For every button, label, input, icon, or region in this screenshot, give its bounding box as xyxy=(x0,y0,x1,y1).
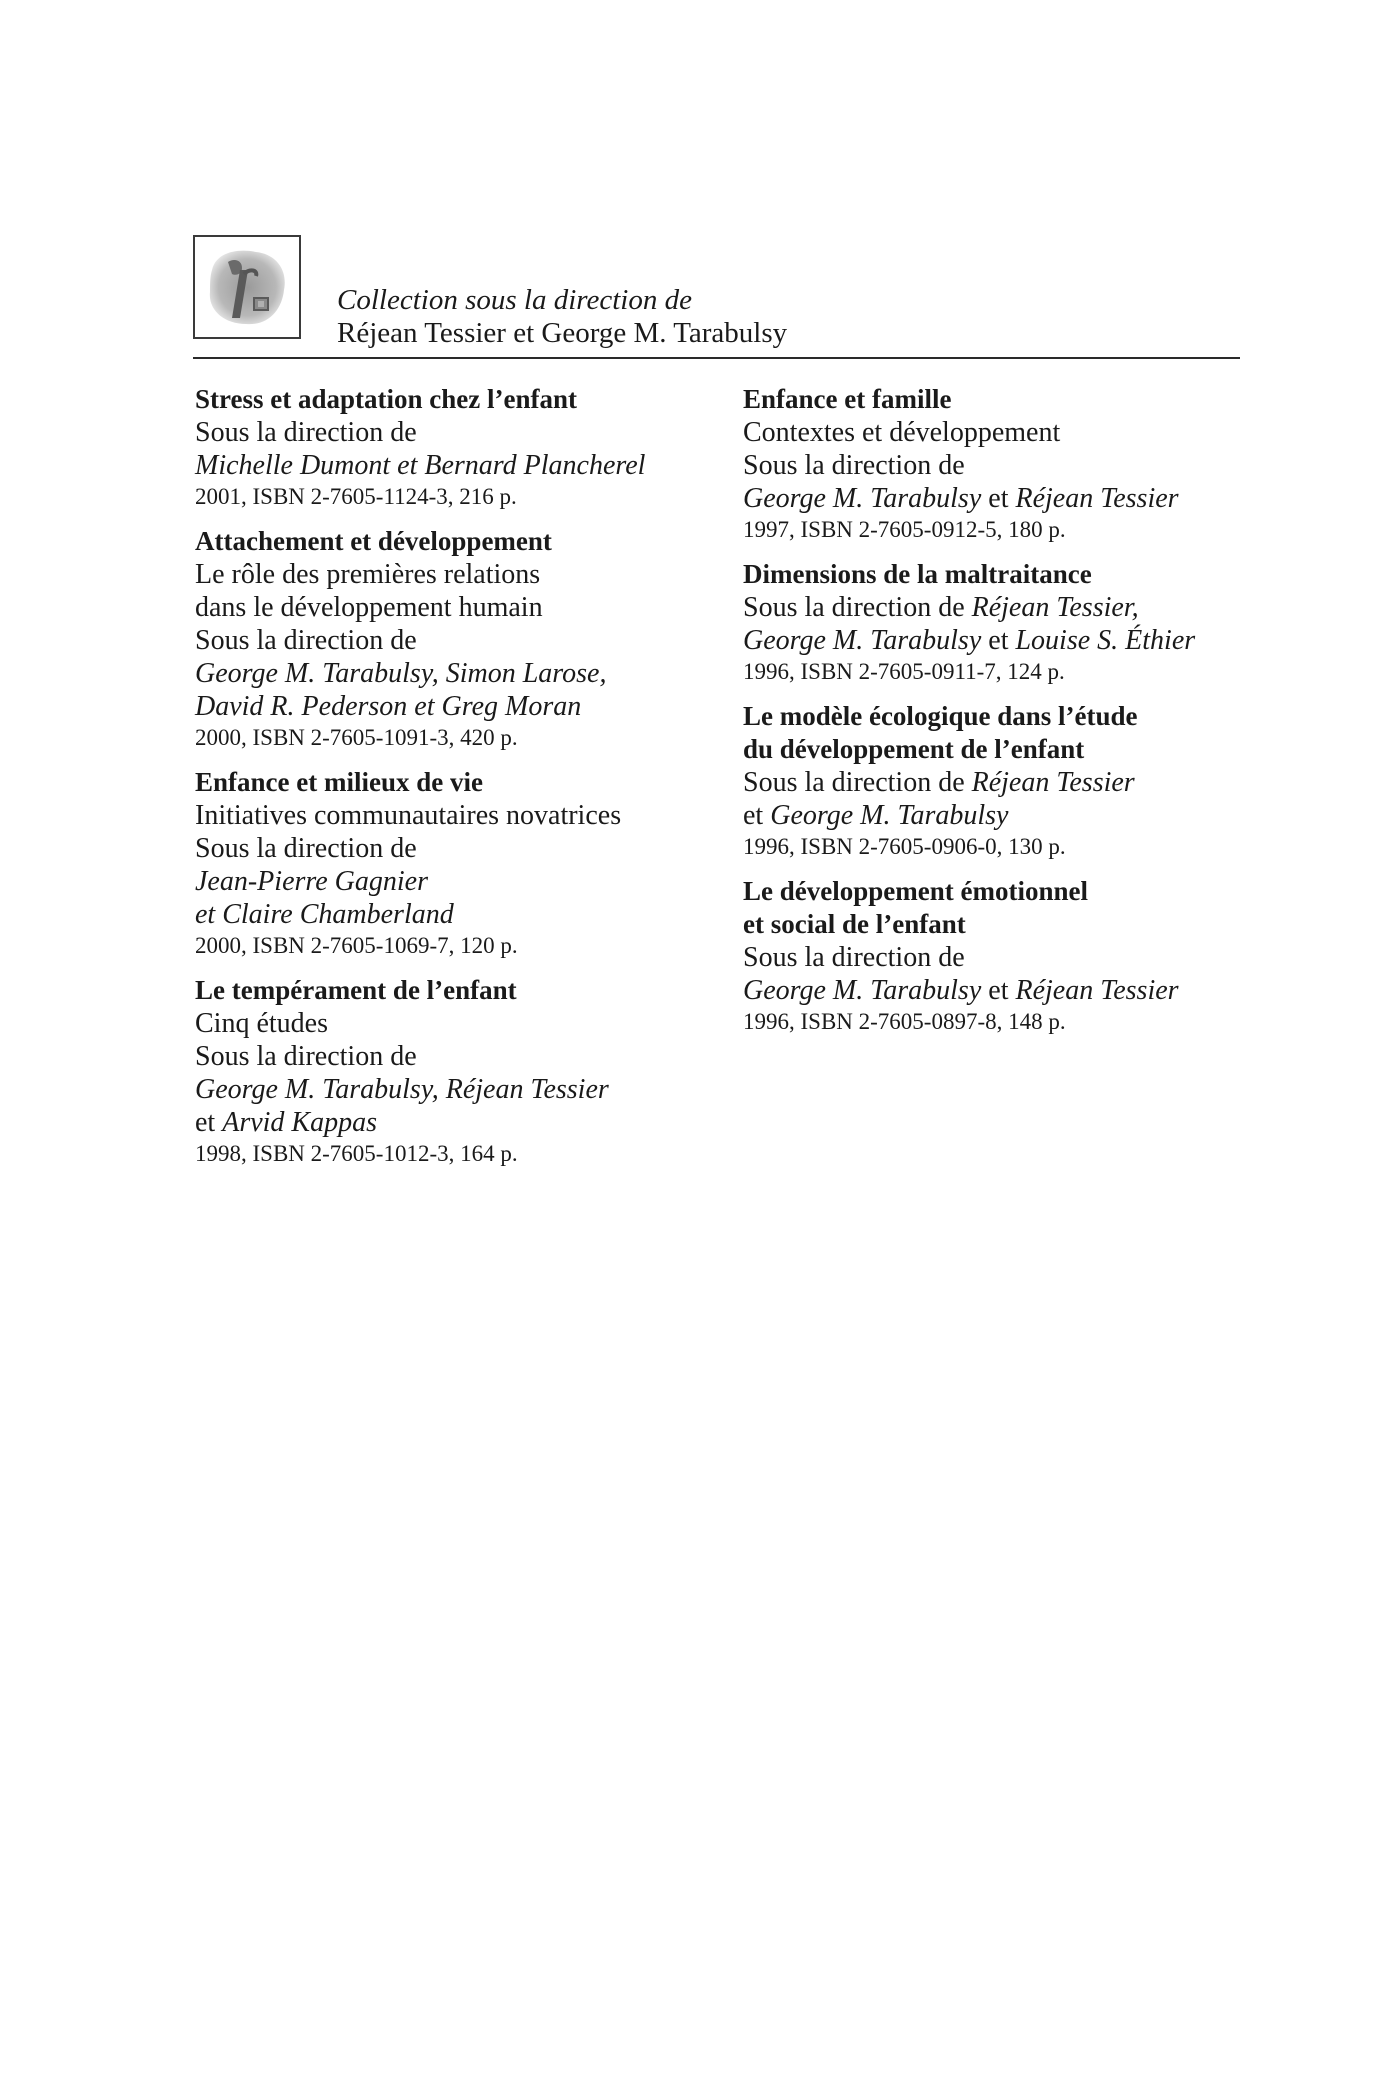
author-connector: et xyxy=(981,625,1016,656)
book-authors xyxy=(743,624,1263,657)
book-authors xyxy=(195,449,715,482)
book-entry xyxy=(743,383,1263,545)
book-title: du développement de l’enfant xyxy=(743,734,1085,764)
book-publication-info: 2001, ISBN 2-7605-1124-3, 216 p. xyxy=(195,484,517,509)
book-entry xyxy=(195,525,715,753)
book-title: Attachement et développement xyxy=(195,526,552,556)
book-publication-info: 1998, ISBN 2-7605-1012-3, 164 p. xyxy=(195,1141,518,1166)
author-name: George M. Tarabulsy xyxy=(743,483,982,514)
book-entry xyxy=(743,875,1263,1037)
book-authors xyxy=(743,482,1263,515)
book-title: Enfance et famille xyxy=(743,384,952,414)
author-name: George M. Tarabulsy, Simon Larose, xyxy=(195,658,607,689)
book-authors xyxy=(195,1073,715,1106)
author-connector: et xyxy=(743,800,771,831)
book-direction-label: Sous la direction de xyxy=(743,942,965,973)
book-title: Dimensions de la maltraitance xyxy=(743,559,1092,589)
book-direction-label: Sous la direction de xyxy=(195,1041,417,1072)
book-direction-label: Sous la direction de xyxy=(743,450,965,481)
book-authors xyxy=(195,1106,715,1139)
book-entry xyxy=(195,766,715,961)
book-entry xyxy=(195,383,715,512)
book-title: Enfance et milieux de vie xyxy=(195,767,483,797)
book-title: Le développement émotionnel xyxy=(743,876,1088,906)
book-authors xyxy=(195,690,715,723)
author-name: David R. Pederson et Greg Moran xyxy=(195,691,582,722)
author-name: George M. Tarabulsy xyxy=(743,975,982,1006)
book-authors xyxy=(195,865,715,898)
author-name: Réjean Tessier xyxy=(1015,975,1179,1006)
author-name: Arvid Kappas xyxy=(222,1107,377,1138)
book-subtitle: dans le développement humain xyxy=(195,592,543,623)
author-name: Réjean Tessier xyxy=(971,767,1135,798)
right-column xyxy=(743,383,1263,1050)
author-name: Jean-Pierre Gagnier xyxy=(195,866,428,897)
book-authors xyxy=(195,898,715,931)
book-subtitle: Cinq études xyxy=(195,1008,328,1039)
collection-direction-label: Collection sous la direction de xyxy=(337,284,692,316)
author-name: George M. Tarabulsy, Réjean Tessier xyxy=(195,1074,609,1105)
book-publication-info: 1996, ISBN 2-7605-0906-0, 130 p. xyxy=(743,834,1066,859)
book-entry xyxy=(743,700,1263,862)
book-subtitle: Initiatives communautaires novatrices xyxy=(195,800,622,831)
author-name: Louise S. Éthier xyxy=(1015,625,1196,656)
collection-editors: Réjean Tessier et George M. Tarabulsy xyxy=(337,317,788,349)
book-title: Stress et adaptation chez l’enfant xyxy=(195,384,577,414)
collection-heading xyxy=(337,284,787,350)
author-connector: et xyxy=(195,1107,223,1138)
author-name: George M. Tarabulsy xyxy=(770,800,1009,831)
author-connector: et xyxy=(981,975,1016,1006)
book-entry xyxy=(743,558,1263,687)
book-title: Le tempérament de l’enfant xyxy=(195,975,517,1005)
book-authors xyxy=(195,657,715,690)
book-publication-info: 1997, ISBN 2-7605-0912-5, 180 p. xyxy=(743,517,1066,542)
author-name: et Claire Chamberland xyxy=(195,899,454,930)
author-name: Réjean Tessier xyxy=(1015,483,1179,514)
book-publication-info: 2000, ISBN 2-7605-1091-3, 420 p. xyxy=(195,725,518,750)
collection-logo-icon xyxy=(198,240,296,334)
author-connector: Sous la direction de xyxy=(743,767,972,798)
collection-logo xyxy=(193,235,301,339)
header-divider xyxy=(193,357,1240,359)
book-entry xyxy=(195,974,715,1169)
book-publication-info: 1996, ISBN 2-7605-0897-8, 148 p. xyxy=(743,1009,1066,1034)
book-publication-info: 1996, ISBN 2-7605-0911-7, 124 p. xyxy=(743,659,1065,684)
book-title: Le modèle écologique dans l’étude xyxy=(743,701,1138,731)
author-connector: Sous la direction de xyxy=(743,592,972,623)
author-name: George M. Tarabulsy xyxy=(743,625,982,656)
left-column xyxy=(195,383,715,1182)
book-publication-info: 2000, ISBN 2-7605-1069-7, 120 p. xyxy=(195,933,518,958)
book-subtitle: Le rôle des premières relations xyxy=(195,559,541,590)
book-authors xyxy=(743,974,1263,1007)
author-connector: et xyxy=(981,483,1016,514)
book-authors xyxy=(743,799,1263,832)
book-subtitle: Contextes et développement xyxy=(743,417,1061,448)
book-direction-label: Sous la direction de xyxy=(195,833,417,864)
book-title: et social de l’enfant xyxy=(743,909,966,939)
author-name: Réjean Tessier, xyxy=(971,592,1139,623)
book-direction-label: Sous la direction de xyxy=(195,625,417,656)
book-authors xyxy=(743,766,1263,799)
book-authors xyxy=(743,591,1263,624)
book-direction-label: Sous la direction de xyxy=(195,417,417,448)
author-name: Michelle Dumont et Bernard Plancherel xyxy=(195,450,646,481)
